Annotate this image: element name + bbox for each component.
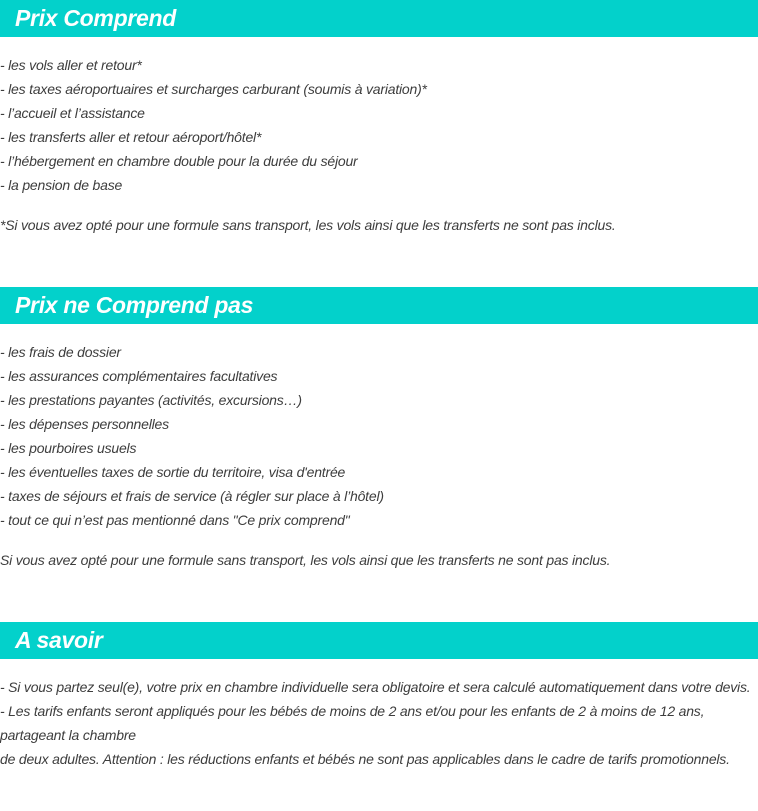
list-item: - les dépenses personnelles <box>0 416 169 432</box>
section-prix-ne-comprend-pas <box>0 287 758 572</box>
section-header <box>0 622 758 659</box>
list-item: - les prestations payantes (activités, excursions…) <box>0 392 302 408</box>
section-content <box>0 37 758 237</box>
excluded-list <box>0 340 758 532</box>
info-paragraph: - Les tarifs enfants seront appliqués pour les bébés de moins de 2 ans et/ou pour les enfants de 2 à moins de 12 ans, partageant la chambre <box>0 703 705 743</box>
section-title: Prix ne Comprend pas <box>15 292 254 318</box>
included-list <box>0 53 758 197</box>
info-paragraph: de deux adultes. Attention : les réductions enfants et bébés ne sont pas applicables dans le cadre de tarifs promotionnels. <box>0 751 730 767</box>
section-content <box>0 324 758 572</box>
footnote: Si vous avez opté pour une formule sans transport, les vols ainsi que les transferts ne sont pas inclus. <box>0 552 611 568</box>
footnote: *Si vous avez opté pour une formule sans transport, les vols ainsi que les transferts ne sont pas inclus. <box>0 217 616 233</box>
list-item: - les transferts aller et retour aéroport/hôtel* <box>0 129 262 145</box>
section-a-savoir <box>0 622 758 771</box>
section-header <box>0 287 758 324</box>
section-title: Prix Comprend <box>15 5 176 31</box>
list-item: - les frais de dossier <box>0 344 121 360</box>
section-header <box>0 0 758 37</box>
list-item: - les éventuelles taxes de sortie du territoire, visa d'entrée <box>0 464 346 480</box>
list-item: - la pension de base <box>0 177 123 193</box>
section-title: A savoir <box>15 627 103 653</box>
list-item: - les pourboires usuels <box>0 440 137 456</box>
list-item: - taxes de séjours et frais de service (à régler sur place à l’hôtel) <box>0 488 384 504</box>
list-item: - les vols aller et retour* <box>0 57 142 73</box>
list-item: - l’hébergement en chambre double pour la durée du séjour <box>0 153 358 169</box>
section-content <box>0 659 758 771</box>
list-item: - les taxes aéroportuaires et surcharges carburant (soumis à variation)* <box>0 81 427 97</box>
info-paragraph: - Si vous partez seul(e), votre prix en chambre individuelle sera obligatoire et sera calculé automatiquement dans votre devis. <box>0 679 751 695</box>
list-item: - tout ce qui n’est pas mentionné dans "Ce prix comprend" <box>0 512 350 528</box>
section-prix-comprend <box>0 0 758 237</box>
list-item: - l’accueil et l’assistance <box>0 105 145 121</box>
list-item: - les assurances complémentaires facultatives <box>0 368 278 384</box>
